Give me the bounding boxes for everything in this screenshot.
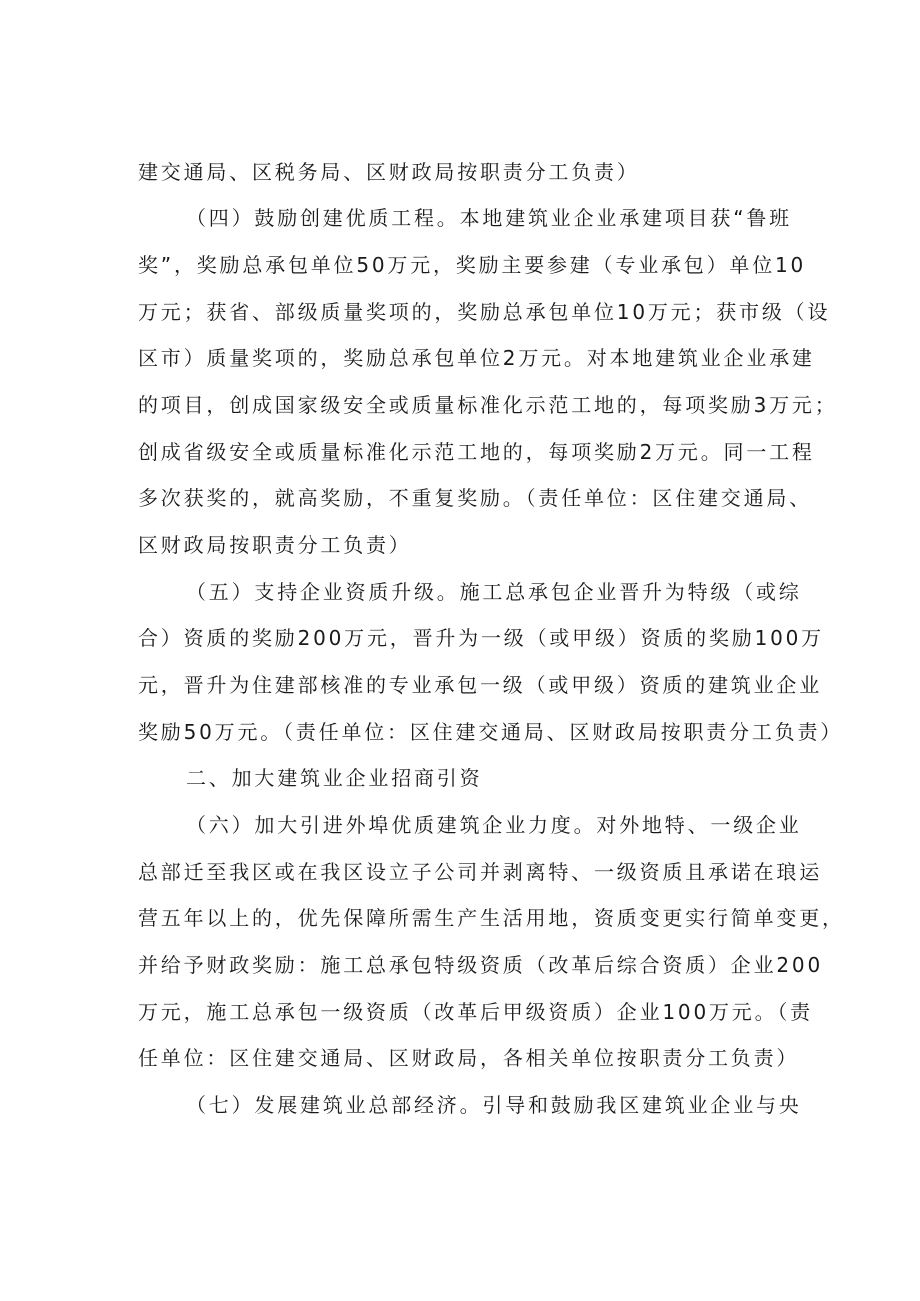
text-line: 创成省级安全或质量标准化示范工地的，每项奖励2万元。同一工程 [138, 440, 815, 464]
paragraph-heading-6: （六）加大引进外埠优质建筑企业力度。对外地特、一级企业 [186, 813, 802, 837]
paragraph-heading-7: （七）发展建筑业总部经济。引导和鼓励我区建筑业企业与央 [186, 1093, 802, 1117]
text-line: 营五年以上的，优先保障所需生产生活用地，资质变更实行简单变更， [138, 906, 845, 930]
text-line: 并给予财政奖励：施工总承包特级资质（改革后综合资质）企业200 [138, 953, 823, 977]
text-line: 区财政局按职责分工负责） [138, 533, 412, 557]
text-line: 区市）质量奖项的，奖励总承包单位2万元。对本地建筑业企业承建 [138, 346, 815, 370]
text-line: 奖”，奖励总承包单位50万元，奖励主要参建（专业承包）单位10 [138, 253, 807, 277]
text-line: 元，晋升为住建部核准的专业承包一级（或甲级）资质的建筑业企业 [138, 673, 822, 697]
text-line: 总部迁至我区或在我区设立子公司并剥离特、一级资质且承诺在琅运 [138, 860, 822, 884]
text-line: 奖励50万元。（责任单位：区住建交通局、区财政局按职责分工负责） [138, 720, 844, 744]
paragraph-heading-5: （五）支持企业资质升级。施工总承包企业晋升为特级（或综 [186, 580, 802, 604]
text-line: 合）资质的奖励200万元，晋升为一级（或甲级）资质的奖励100万 [138, 626, 824, 650]
text-line: 多次获奖的，就高奖励，不重复奖励。（责任单位：区住建交通局、 [138, 486, 812, 510]
text-line: 建交通局、区税务局、区财政局按职责分工负责） [138, 160, 640, 184]
paragraph-heading-4: （四）鼓励创建优质工程。本地建筑业企业承建项目获“鲁班 [186, 206, 792, 230]
section-heading-2: 二、加大建筑业企业招商引资 [186, 766, 483, 790]
text-line: 任单位：区住建交通局、区财政局，各相关单位按职责分工负责） [138, 1046, 800, 1070]
text-line: 万元；获省、部级质量奖项的，奖励总承包单位10万元；获市级（设 [138, 300, 831, 324]
text-line: 万元，施工总承包一级资质（改革后甲级资质）企业100万元。（责 [138, 1000, 813, 1024]
text-line: 的项目，创成国家级安全或质量标准化示范工地的，每项奖励3万元； [138, 393, 838, 417]
